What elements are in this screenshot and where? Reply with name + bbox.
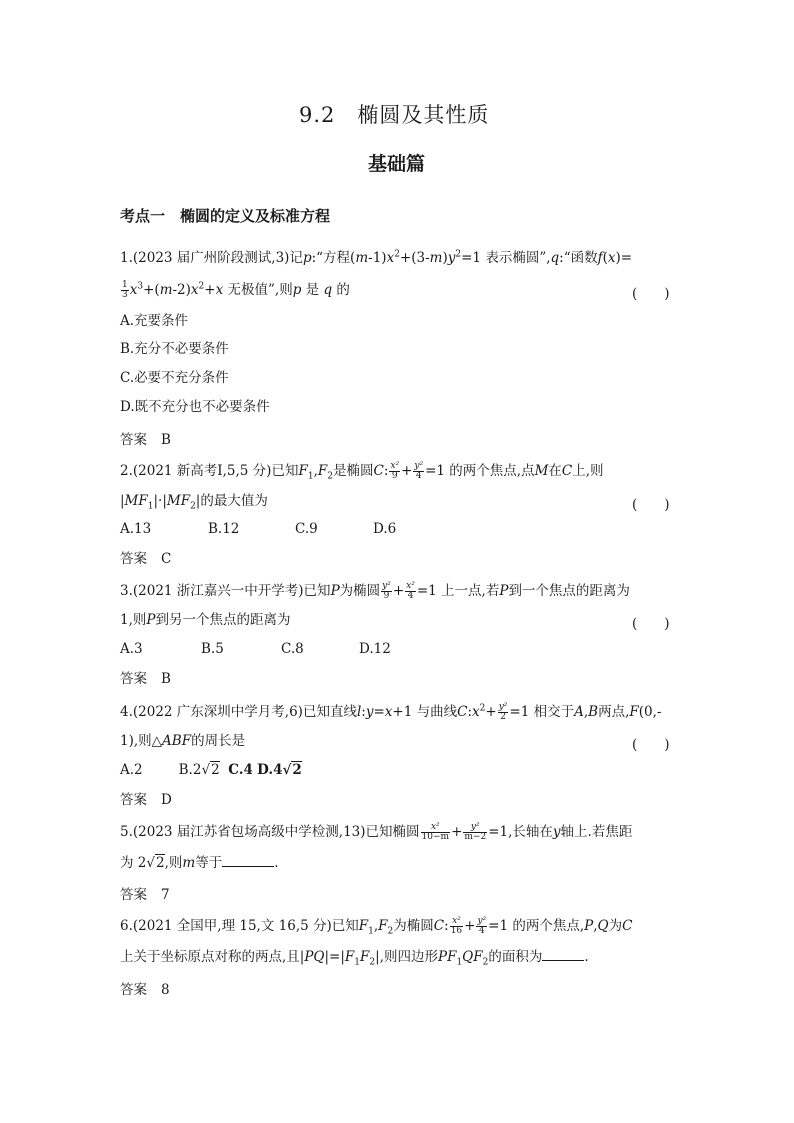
question-3-line-1: 3.(2021 浙江嘉兴一中开学考)已知P为椭圆 $\frac{\text{y²}}{9}$ + $\frac{\text{x²}}{4}$ =1 上一点,若P到一个焦点的距离为 (120, 581, 630, 601)
option-b: B.充分不必要条件 (120, 341, 229, 357)
question-3-line-2: 1,则P到另一个焦点的距离为 (120, 612, 291, 628)
fraction: $\frac{\text{y²}}{4}$ (414, 461, 424, 481)
question-1-line-1: 1.(2023 届广州阶段测试,3)记p:“方程$(m-1)x^2+(3-m)y^2=1$ 表示椭圆”,q:“函数f(x)= (120, 249, 633, 266)
fraction: $\frac{\text{y²}}{2}$ (498, 702, 508, 722)
answer-blank (542, 948, 584, 961)
fraction: $\frac{1}{3}$ (122, 280, 128, 300)
option-a: A.2 (120, 762, 143, 778)
answer-3: 答案 B (120, 671, 171, 687)
section-heading: 考点一 椭圆的定义及标准方程 (120, 207, 331, 225)
option-c: C.必要不充分条件 (120, 370, 229, 386)
option-d: D.6 (373, 521, 397, 537)
answer-bracket: ( ) (632, 286, 670, 302)
fraction: $\frac{\text{y²}}{9}$ (382, 581, 391, 601)
question-5-line-1: 5.(2023 届江苏省包场高级中学检测,13)已知椭圆 $\frac{\text{x²}}{10-m}$ + $\frac{\text{y²}}{m-2}$ =1,长轴在y轴上.若焦距 (120, 822, 633, 842)
answer-5: 答案 7 (120, 887, 170, 903)
page-subtitle: 基础篇 (368, 153, 426, 175)
option-b: B.5 (201, 641, 224, 657)
answer-2: 答案 C (120, 551, 172, 567)
option-d: D.4√2 (257, 762, 302, 778)
question-4-line-1: 4.(2022 广东深圳中学月考,6)已知直线l:y=x+1 与曲线$C:x^2+$ $\frac{\text{y²}}{2}$ =1 相交于A,B两点,F(0,- (120, 702, 662, 722)
answer-6: 答案 8 (120, 982, 170, 998)
answer-bracket: ( ) (632, 497, 670, 513)
fraction: $\frac{\text{y²}}{4}$ (477, 916, 487, 936)
option-c: C.4 (228, 762, 253, 778)
option-b: B.2√2 (178, 762, 220, 778)
question-6-line-1: 6.(2021 全国甲,理 15,文 16,5 分)已知$F_1,F_2$为椭圆C: $\frac{\text{x²}}{16}$ + $\frac{\text{y²}}{4}$ =1 的两个焦点,P,Q为C (120, 916, 633, 937)
question-4-line-2: 1),则△ABF的周长是 (120, 733, 246, 749)
answer-1: 答案 B (120, 432, 171, 448)
answer-blank (222, 854, 274, 867)
option-b: B.12 (208, 521, 240, 537)
question-2-line-2: $|MF_1|\cdot|MF_2|$的最大值为 (120, 493, 268, 512)
fraction: $\frac{\text{x²}}{4}$ (406, 581, 415, 601)
fraction: $\frac{\text{x²}}{10-m}$ (421, 822, 450, 842)
option-d: D.既不充分也不必要条件 (120, 399, 270, 415)
answer-bracket: ( ) (632, 616, 670, 632)
question-1-line-2: $\frac{1}{3}$ $x^3+(m-2)x^2+x$ 无极值”,则p 是 q 的 (122, 280, 350, 300)
question-6-line-2: 上关于坐标原点对称的两点,且$|PQ|=|F_1F_2|$,则四边形$PF_1QF_2$的面积为 . (120, 949, 589, 968)
option-a: A.充要条件 (120, 313, 189, 329)
answer-bracket: ( ) (632, 737, 670, 753)
fraction: $\frac{\text{y²}}{m-2}$ (464, 822, 487, 842)
page-title: 9.2 椭圆及其性质 (299, 103, 490, 127)
answer-4: 答案 D (120, 792, 172, 808)
question-4-options (120, 762, 302, 778)
option-a: A.3 (120, 641, 143, 657)
option-c: C.8 (281, 641, 304, 657)
fraction: $\frac{\text{x²}}{16}$ (450, 916, 463, 936)
fraction: $\frac{\text{x²}}{9}$ (390, 461, 400, 481)
question-2-line-1: 2.(2021 新高考Ⅰ,5,5 分)已知$F_1,F_2$是椭圆C: $\frac{\text{x²}}{9}$ + $\frac{\text{y²}}{4}$ =1 的两个焦点,点M在C上,则 (120, 461, 604, 482)
option-d: D.12 (359, 641, 391, 657)
option-a: A.13 (120, 521, 152, 537)
option-c: C.9 (295, 521, 318, 537)
question-5-line-2: 为 2√2,则m等于 . (120, 855, 279, 871)
